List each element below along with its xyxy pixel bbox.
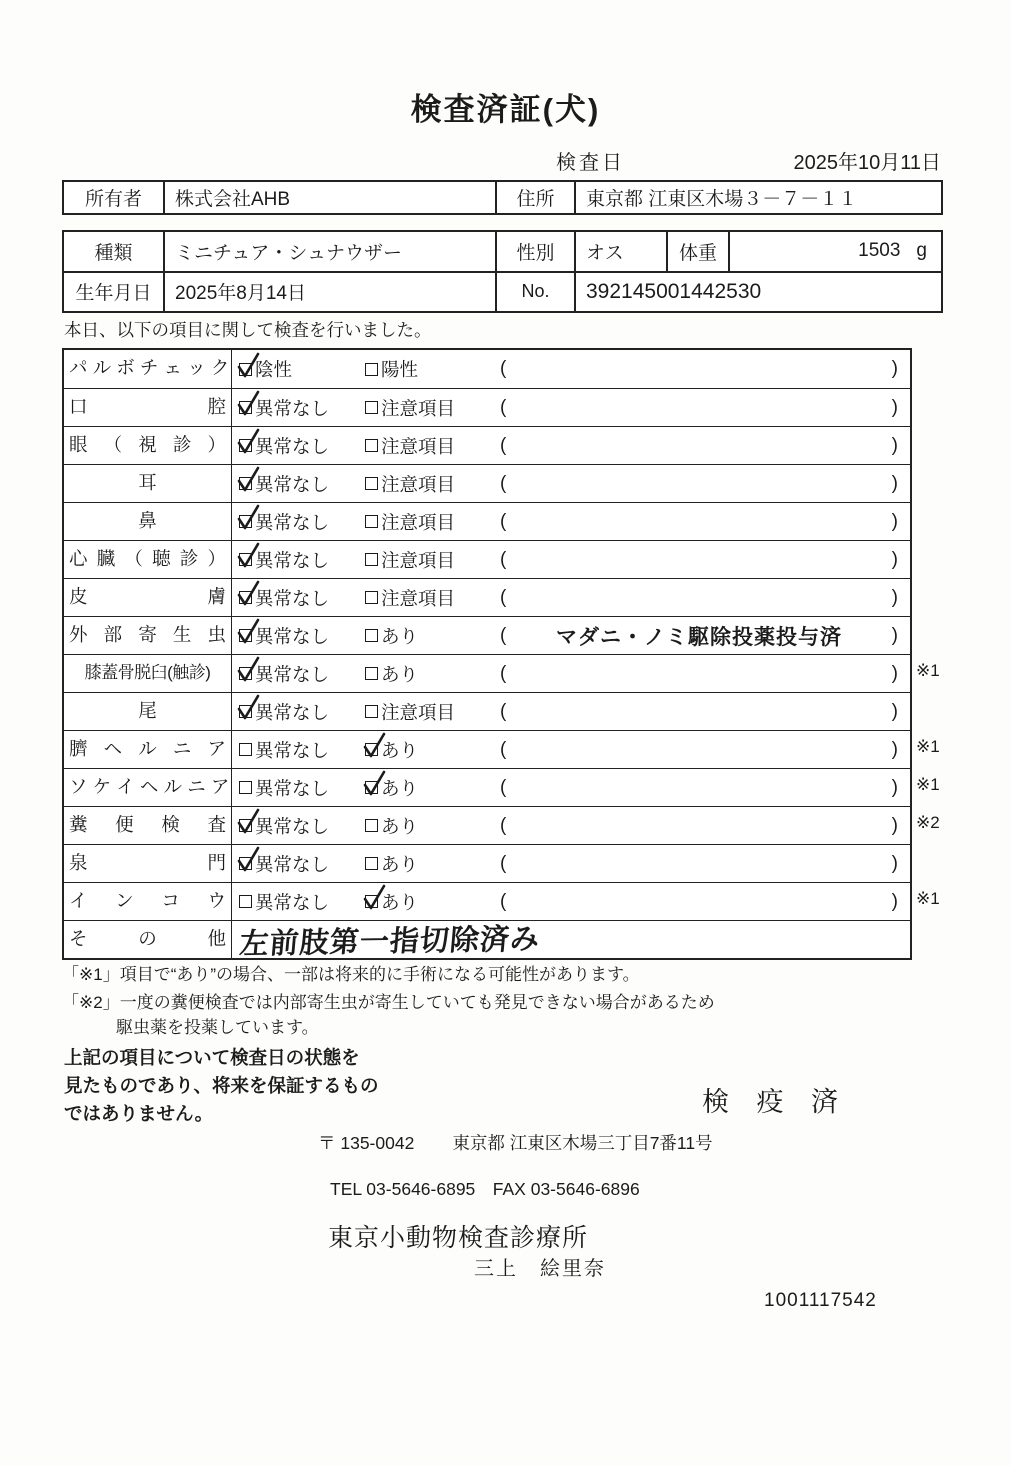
- row-content: [232, 617, 910, 654]
- option-label: あり: [381, 815, 419, 837]
- row-content: [232, 503, 910, 540]
- owner-value: 株式会社AHB: [163, 182, 495, 213]
- checklist-row: [64, 578, 910, 616]
- option-label: 異常なし: [255, 739, 330, 761]
- paren-field: [500, 617, 898, 654]
- option-label: 陽性: [381, 359, 419, 380]
- checkbox: [239, 705, 252, 718]
- row-content: [232, 693, 910, 730]
- checkbox: [239, 477, 252, 490]
- option-2: [365, 509, 495, 535]
- option-label: あり: [381, 739, 419, 761]
- weight-number: 1503: [858, 240, 901, 262]
- checklist-row: [64, 388, 910, 426]
- row-label: パ ル ボ チ ェ ッ ク: [64, 350, 232, 388]
- paren-open: (: [500, 738, 507, 760]
- row-label: イ ン コ ウ: [64, 883, 232, 920]
- row-label: ソ ケ イ ヘ ル ニ ア: [64, 769, 232, 806]
- checklist-row: [64, 844, 910, 882]
- paren-close: ): [891, 852, 898, 874]
- paren-field: [500, 465, 898, 502]
- option-label: 異常なし: [255, 815, 330, 837]
- checkbox: [239, 401, 252, 414]
- checkbox: [365, 705, 378, 718]
- checklist-row: [64, 882, 910, 920]
- option-1: [239, 356, 365, 382]
- row-label: 膝蓋骨脱臼(触診): [64, 655, 232, 692]
- clinic-address: 東京都 江東区木場三丁目7番11号: [452, 1133, 713, 1153]
- paren-open: (: [500, 662, 507, 684]
- paren-field: [500, 503, 898, 540]
- option-label: あり: [381, 853, 419, 875]
- row-content: [232, 769, 910, 806]
- checkbox: [239, 819, 252, 832]
- row-ref-note: ※1: [916, 661, 940, 680]
- sex-value: オス: [574, 232, 666, 271]
- row-label: 眼 （ 視 診 ）: [64, 427, 232, 464]
- row-label: 皮 膚: [64, 579, 232, 616]
- checkbox: [239, 591, 252, 604]
- paren-close: ): [891, 548, 898, 570]
- option-label: 異常なし: [255, 891, 330, 913]
- checkbox: [365, 401, 378, 414]
- checkbox: [365, 743, 378, 756]
- paren-close: ): [891, 510, 898, 532]
- checkbox: [365, 515, 378, 528]
- option-1: [239, 395, 365, 421]
- checkbox: [365, 819, 378, 832]
- paren-field: [500, 731, 898, 768]
- quarantine-stamp: 検 疫 済: [702, 1087, 849, 1117]
- postal-code: 〒 135-0042: [318, 1133, 415, 1153]
- paren-open: (: [500, 548, 507, 570]
- checklist-row: [64, 806, 910, 844]
- checklist-row: [64, 616, 910, 654]
- option-1: [239, 851, 365, 877]
- checkbox: [365, 363, 378, 376]
- checklist-row: [64, 502, 910, 540]
- option-label: 異常なし: [255, 701, 330, 723]
- owner-label: 所有者: [64, 182, 163, 213]
- pet-table: [62, 230, 943, 313]
- weight-value: [728, 232, 941, 271]
- option-2: [365, 775, 495, 801]
- paren-field: [500, 427, 898, 464]
- checkbox: [239, 629, 252, 642]
- page-title: 検査済証(犬): [410, 92, 601, 127]
- paren-field: [500, 807, 898, 844]
- footnote-1: 「※1」項目で“あり”の場合、一部は将来的に手術になる可能性があります。: [62, 965, 640, 984]
- option-label: 異常なし: [255, 587, 330, 609]
- checklist-row: [64, 654, 910, 692]
- sex-label: 性別: [495, 232, 574, 271]
- paren-open: (: [500, 700, 507, 722]
- paren-close: ): [891, 814, 898, 836]
- option-2: [365, 395, 495, 421]
- paren-close: ): [891, 662, 898, 684]
- paren-field: [500, 693, 898, 730]
- option-label: あり: [381, 891, 419, 913]
- paren-note: マダニ・ノミ駆除投薬投与済: [556, 625, 842, 649]
- option-1: [239, 775, 365, 801]
- checkbox: [365, 629, 378, 642]
- option-1: [239, 547, 365, 573]
- checkbox: [365, 591, 378, 604]
- checkbox: [365, 895, 378, 908]
- checkbox: [239, 515, 252, 528]
- option-label: 注意項目: [381, 397, 456, 419]
- paren-field: [500, 883, 898, 920]
- paren-close: ): [891, 472, 898, 494]
- paren-field: [500, 655, 898, 692]
- paren-open: (: [500, 814, 507, 836]
- row-label: そ の 他: [64, 921, 232, 958]
- checklist-row: [64, 920, 910, 961]
- option-label: 注意項目: [381, 701, 456, 723]
- option-1: [239, 585, 365, 611]
- intro-text: 本日、以下の項目に関して検査を行いました。: [64, 320, 432, 340]
- pet-table-row-1: [64, 232, 941, 271]
- disclaimer-text: [64, 1044, 379, 1128]
- row-ref-note: ※1: [916, 775, 940, 794]
- row-content: [232, 731, 910, 768]
- row-label: 外 部 寄 生 虫: [64, 617, 232, 654]
- row-content: [232, 350, 910, 388]
- checkbox: [239, 781, 252, 794]
- paren-close: ): [891, 890, 898, 912]
- paren-open: (: [500, 396, 507, 418]
- option-1: [239, 623, 365, 649]
- option-2: [365, 851, 495, 877]
- weight-unit: g: [916, 240, 927, 262]
- row-label: 臍 ヘ ル ニ ア: [64, 731, 232, 768]
- option-1: [239, 813, 365, 839]
- option-label: 異常なし: [255, 397, 330, 419]
- checkbox: [365, 781, 378, 794]
- row-label: 耳: [64, 465, 232, 502]
- paren-open: (: [500, 852, 507, 874]
- option-2: [365, 471, 495, 497]
- option-2: [365, 356, 495, 382]
- footnote-2-cont: 駆虫薬を投薬しています。: [116, 1018, 319, 1037]
- handwritten-note: 左前肢第一指切除済み: [238, 921, 542, 961]
- no-label: No.: [495, 273, 574, 312]
- option-label: 注意項目: [381, 587, 456, 609]
- checklist-row: [64, 540, 910, 578]
- option-2: [365, 889, 495, 915]
- checkbox: [365, 553, 378, 566]
- weight-label: 体重: [666, 232, 728, 271]
- option-label: 異常なし: [255, 473, 330, 495]
- option-label: 異常なし: [255, 435, 330, 457]
- clinic-address-line: [318, 1130, 713, 1155]
- option-1: [239, 699, 365, 725]
- option-label: あり: [381, 777, 419, 799]
- paren-open: (: [500, 510, 507, 532]
- pet-table-row-2: [64, 271, 941, 312]
- row-content: [232, 579, 910, 616]
- inspection-date-value: 2025年10月11日: [793, 152, 941, 174]
- option-1: [239, 737, 365, 763]
- row-label: 口 腔: [64, 389, 232, 426]
- disclaimer-line-2: 見たものであり、将来を保証するもの: [64, 1075, 379, 1096]
- paren-field: [500, 350, 898, 388]
- paren-open: (: [500, 434, 507, 456]
- paren-field: [500, 769, 898, 806]
- row-label: 泉 門: [64, 845, 232, 882]
- option-1: [239, 889, 365, 915]
- option-label: あり: [381, 663, 419, 685]
- option-label: 異常なし: [255, 625, 330, 647]
- checklist-row: [64, 730, 910, 768]
- checkbox: [239, 439, 252, 452]
- row-content: [232, 845, 910, 882]
- birth-value: 2025年8月14日: [163, 273, 495, 312]
- option-label: 異常なし: [255, 777, 330, 799]
- checkbox: [239, 363, 252, 376]
- row-ref-note: ※2: [916, 813, 940, 832]
- option-label: 異常なし: [255, 549, 330, 571]
- checkbox: [239, 553, 252, 566]
- paren-field: [500, 579, 898, 616]
- paren-close: ): [891, 738, 898, 760]
- tel-fax-line: TEL 03-5646-6895 FAX 03-5646-6896: [330, 1179, 640, 1199]
- option-1: [239, 433, 365, 459]
- checkbox: [239, 743, 252, 756]
- owner-table: [62, 180, 943, 215]
- row-ref-note: ※1: [916, 737, 940, 756]
- address-label: 住所: [495, 182, 574, 213]
- option-1: [239, 509, 365, 535]
- breed-label: 種類: [64, 232, 163, 271]
- row-content: [232, 465, 910, 502]
- option-label: 注意項目: [381, 511, 456, 533]
- paren-field: [500, 389, 898, 426]
- checkbox: [365, 477, 378, 490]
- row-content: [232, 655, 910, 692]
- option-2: [365, 813, 495, 839]
- option-2: [365, 623, 495, 649]
- disclaimer-line-3: ではありません。: [64, 1103, 214, 1124]
- row-content: [232, 883, 910, 920]
- paren-close: ): [891, 586, 898, 608]
- option-2: [365, 699, 495, 725]
- paren-open: (: [500, 890, 507, 912]
- option-1: [239, 471, 365, 497]
- examiner-name: 三上 絵里奈: [474, 1258, 606, 1280]
- checkbox: [239, 895, 252, 908]
- option-label: 異常なし: [255, 663, 330, 685]
- option-2: [365, 585, 495, 611]
- paren-close: ): [891, 396, 898, 418]
- checklist-row: [64, 768, 910, 806]
- row-label: 尾: [64, 693, 232, 730]
- paren-open: (: [500, 624, 507, 646]
- footnote-2: 「※2」一度の糞便検査では内部寄生虫が寄生していても発見できない場合があるため: [62, 993, 715, 1012]
- serial-number: 1001117542: [764, 1290, 877, 1311]
- row-content: [232, 541, 910, 578]
- option-label: 注意項目: [381, 473, 456, 495]
- row-ref-note: ※1: [916, 889, 940, 908]
- option-2: [365, 661, 495, 687]
- inspection-date-label: 検査日: [556, 152, 625, 174]
- paren-field: [500, 845, 898, 882]
- paren-field: [500, 541, 898, 578]
- option-2: [365, 547, 495, 573]
- paren-open: (: [500, 586, 507, 608]
- breed-value: ミニチュア・シュナウザー: [163, 232, 495, 271]
- checkbox: [365, 667, 378, 680]
- paren-open: (: [500, 776, 507, 798]
- row-content: [232, 389, 910, 426]
- paren-close: ): [891, 700, 898, 722]
- row-label: 心 臓 （ 聴 診 ）: [64, 541, 232, 578]
- row-content: [232, 807, 910, 844]
- option-label: 異常なし: [255, 511, 330, 533]
- checkbox: [365, 439, 378, 452]
- checkbox: [239, 857, 252, 870]
- no-value: 392145001442530: [574, 273, 941, 312]
- checkbox: [239, 667, 252, 680]
- disclaimer-line-1: 上記の項目について検査日の状態を: [64, 1047, 360, 1068]
- checklist-table: [62, 348, 912, 960]
- option-label: 異常なし: [255, 853, 330, 875]
- row-label: 糞 便 検 査: [64, 807, 232, 844]
- row-content: [232, 427, 910, 464]
- paren-open: (: [500, 358, 507, 379]
- paren-close: ): [891, 776, 898, 798]
- checklist-row: [64, 464, 910, 502]
- option-label: 注意項目: [381, 435, 456, 457]
- birth-label: 生年月日: [64, 273, 163, 312]
- address-value: 東京都 江東区木場３－７－１１: [574, 182, 941, 213]
- paren-open: (: [500, 472, 507, 494]
- paren-close: ): [891, 624, 898, 646]
- option-label: 注意項目: [381, 549, 456, 571]
- row-content: [232, 921, 910, 961]
- checkbox: [365, 857, 378, 870]
- clinic-name: 東京小動物検査診療所: [328, 1224, 589, 1252]
- option-2: [365, 433, 495, 459]
- checklist-row: [64, 350, 910, 388]
- paren-close: ): [891, 434, 898, 456]
- paren-close: ): [891, 358, 898, 379]
- row-label: 鼻: [64, 503, 232, 540]
- option-label: 陰性: [255, 359, 293, 380]
- option-label: あり: [381, 625, 419, 647]
- option-2: [365, 737, 495, 763]
- option-1: [239, 661, 365, 687]
- checklist-row: [64, 692, 910, 730]
- checklist-row: [64, 426, 910, 464]
